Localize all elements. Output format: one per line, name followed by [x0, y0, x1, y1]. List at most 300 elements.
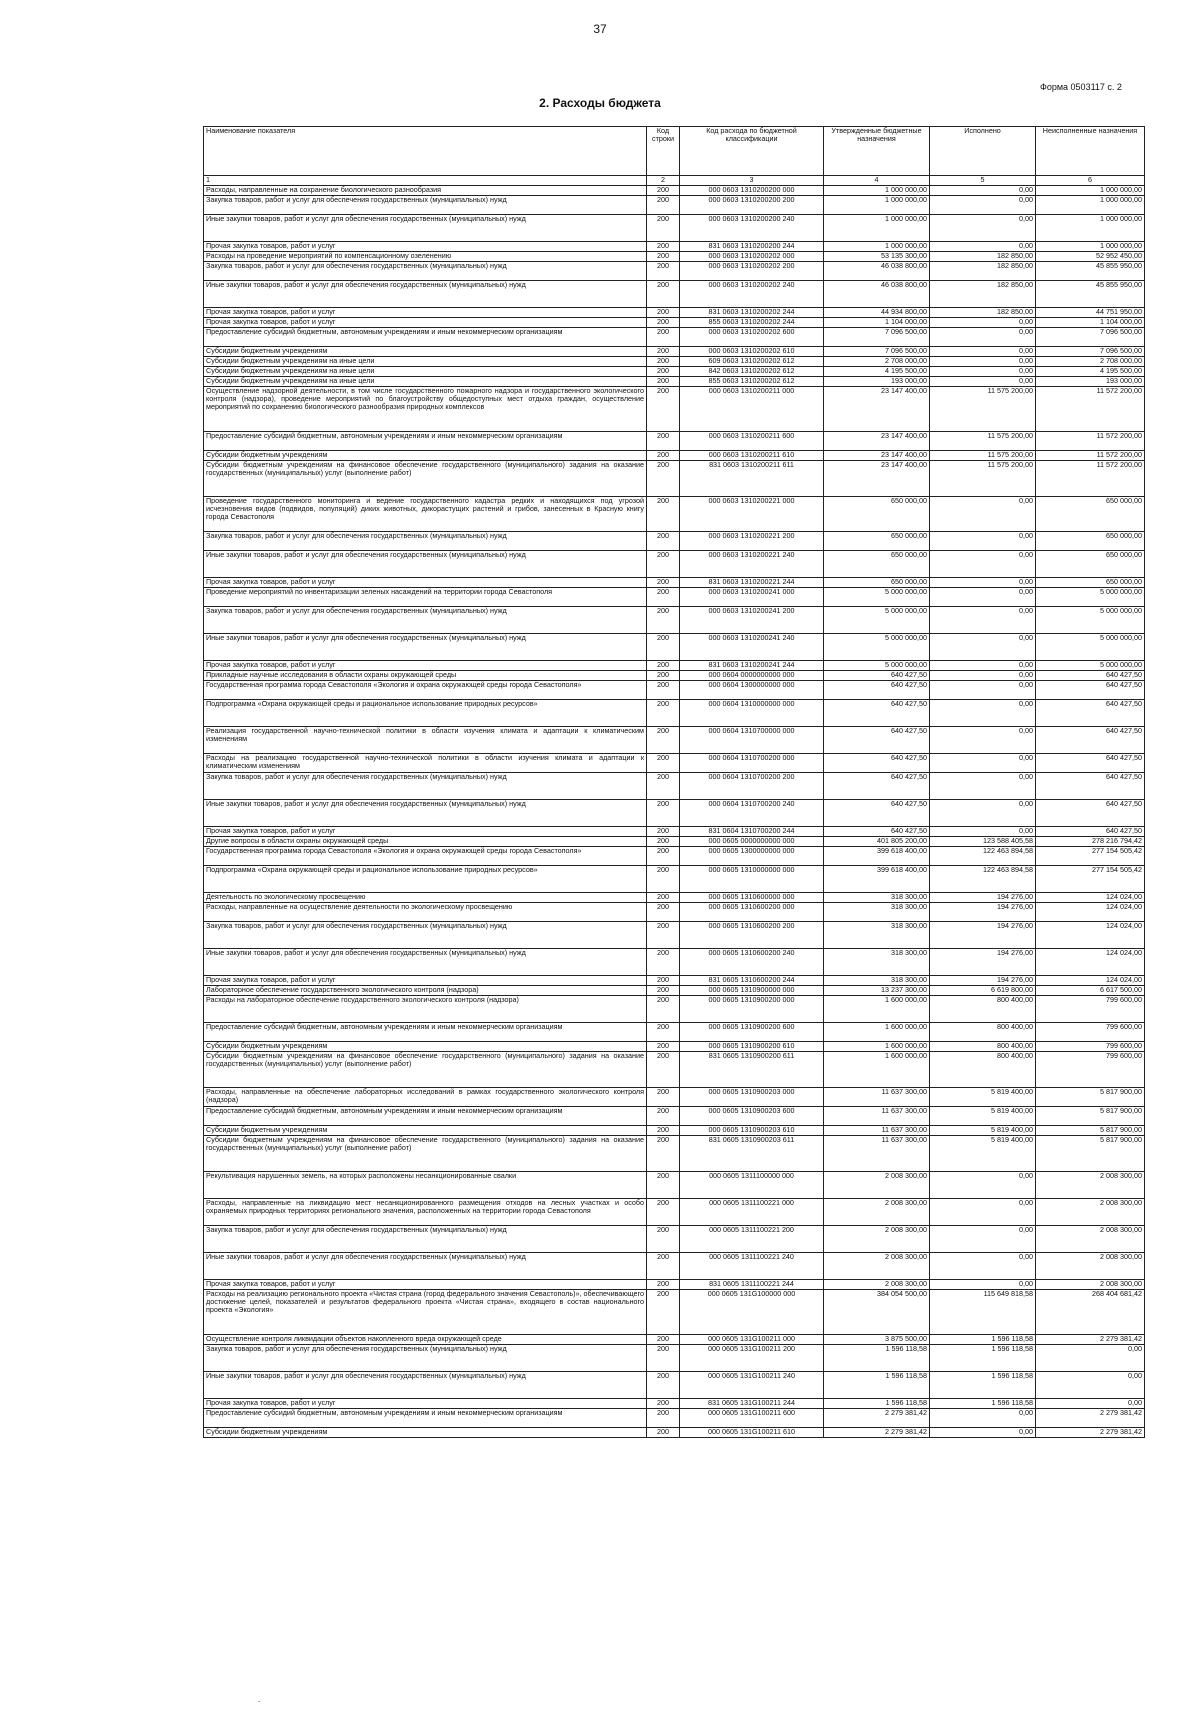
row-expense-code: 000 0604 0000000000 000 [680, 671, 824, 681]
row-unexecuted-amount: 124 024,00 [1036, 949, 1145, 976]
row-expense-code: 000 0603 1310200241 000 [680, 588, 824, 607]
row-approved-amount: 1 000 000,00 [824, 242, 930, 252]
row-executed-amount: 5 819 400,00 [930, 1136, 1036, 1172]
row-name: Субсидии бюджетным учреждениям на финансовое обеспечение государственного (муниципального) задания на оказание государственных (муниципальных) услуг (выполнение работ) [204, 1136, 647, 1172]
row-code: 200 [647, 1428, 680, 1438]
row-expense-code: 000 0605 1310600200 240 [680, 949, 824, 976]
row-code: 200 [647, 1226, 680, 1253]
row-executed-amount: 5 819 400,00 [930, 1126, 1036, 1136]
table-row [204, 196, 1145, 215]
row-approved-amount: 11 637 300,00 [824, 1136, 930, 1172]
row-executed-amount: 182 850,00 [930, 262, 1036, 281]
row-code: 200 [647, 661, 680, 671]
row-approved-amount: 5 000 000,00 [824, 607, 930, 634]
row-expense-code: 000 0605 1311100221 200 [680, 1226, 824, 1253]
row-expense-code: 000 0605 1310900203 000 [680, 1088, 824, 1107]
row-code: 200 [647, 1052, 680, 1088]
document-title: 2. Расходы бюджета [539, 96, 661, 110]
row-unexecuted-amount: 277 154 505,42 [1036, 866, 1145, 893]
row-name: Субсидии бюджетным учреждениям на финансовое обеспечение государственного (муниципального) задания на оказание государственных (муниципальных) услуг (выполнение работ) [204, 461, 647, 497]
row-approved-amount: 318 300,00 [824, 893, 930, 903]
row-unexecuted-amount: 799 600,00 [1036, 1023, 1145, 1042]
row-executed-amount: 182 850,00 [930, 308, 1036, 318]
row-name: Иные закупки товаров, работ и услуг для обеспечения государственных (муниципальных) нужд [204, 634, 647, 661]
row-approved-amount: 44 934 800,00 [824, 308, 930, 318]
form-label: Форма 0503117 с. 2 [1040, 82, 1122, 92]
row-code: 200 [647, 1290, 680, 1335]
table-row [204, 451, 1145, 461]
row-unexecuted-amount: 650 000,00 [1036, 497, 1145, 532]
row-approved-amount: 1 104 000,00 [824, 318, 930, 328]
header-row-code: Код строки [647, 127, 680, 176]
row-name: Субсидии бюджетным учреждениям на иные цели [204, 367, 647, 377]
row-approved-amount: 2 008 300,00 [824, 1253, 930, 1280]
row-expense-code: 000 0604 1310700200 000 [680, 754, 824, 773]
row-approved-amount: 2 008 300,00 [824, 1226, 930, 1253]
row-unexecuted-amount: 0,00 [1036, 1345, 1145, 1372]
table-row [204, 328, 1145, 347]
row-approved-amount: 318 300,00 [824, 976, 930, 986]
table-row [204, 347, 1145, 357]
column-number: 6 [1036, 176, 1145, 186]
row-name: Расходы, направленные на ликвидацию мест несанкционированного размещения отходов на лесных участках и особо охраняемых природных территориях регионального значения, расположенных на территории города Севастополя [204, 1199, 647, 1226]
row-expense-code: 000 0605 1310900200 600 [680, 1023, 824, 1042]
row-executed-amount: 0,00 [930, 681, 1036, 700]
header-executed: Исполнено [930, 127, 1036, 176]
table-row [204, 1107, 1145, 1126]
row-unexecuted-amount: 799 600,00 [1036, 1052, 1145, 1088]
row-name: Прочая закупка товаров, работ и услуг [204, 976, 647, 986]
row-unexecuted-amount: 650 000,00 [1036, 551, 1145, 578]
row-expense-code: 000 0605 1310900200 000 [680, 996, 824, 1023]
table-row [204, 367, 1145, 377]
row-approved-amount: 23 147 400,00 [824, 432, 930, 451]
row-unexecuted-amount: 124 024,00 [1036, 922, 1145, 949]
table-row [204, 1088, 1145, 1107]
table-row [204, 727, 1145, 754]
row-approved-amount: 1 596 118,58 [824, 1372, 930, 1399]
row-approved-amount: 2 008 300,00 [824, 1280, 930, 1290]
table-row [204, 186, 1145, 196]
row-unexecuted-amount: 640 427,50 [1036, 773, 1145, 800]
row-executed-amount: 0,00 [930, 497, 1036, 532]
row-name: Субсидии бюджетным учреждениям [204, 1126, 647, 1136]
table-row [204, 1399, 1145, 1409]
row-unexecuted-amount: 45 855 950,00 [1036, 262, 1145, 281]
row-approved-amount: 2 279 381,42 [824, 1428, 930, 1438]
row-executed-amount: 5 819 400,00 [930, 1107, 1036, 1126]
row-unexecuted-amount: 1 000 000,00 [1036, 242, 1145, 252]
row-expense-code: 000 0603 1310200211 600 [680, 432, 824, 451]
row-approved-amount: 640 427,50 [824, 727, 930, 754]
row-unexecuted-amount: 5 000 000,00 [1036, 661, 1145, 671]
row-name: Иные закупки товаров, работ и услуг для обеспечения государственных (муниципальных) нужд [204, 949, 647, 976]
row-code: 200 [647, 318, 680, 328]
row-unexecuted-amount: 0,00 [1036, 1372, 1145, 1399]
row-unexecuted-amount: 6 617 500,00 [1036, 986, 1145, 996]
row-name: Предоставление субсидий бюджетным, автономным учреждениям и иным некоммерческим организациям [204, 1107, 647, 1126]
row-unexecuted-amount: 2 008 300,00 [1036, 1199, 1145, 1226]
table-row [204, 996, 1145, 1023]
row-code: 200 [647, 996, 680, 1023]
row-code: 200 [647, 1280, 680, 1290]
row-code: 200 [647, 1345, 680, 1372]
row-code: 200 [647, 922, 680, 949]
row-expense-code: 000 0603 1310200221 000 [680, 497, 824, 532]
row-unexecuted-amount: 799 600,00 [1036, 1042, 1145, 1052]
row-executed-amount: 11 575 200,00 [930, 387, 1036, 432]
row-executed-amount: 0,00 [930, 700, 1036, 727]
bottom-mark: . [258, 1695, 261, 1704]
row-executed-amount: 0,00 [930, 1226, 1036, 1253]
row-unexecuted-amount: 7 096 500,00 [1036, 347, 1145, 357]
row-name: Закупка товаров, работ и услуг для обеспечения государственных (муниципальных) нужд [204, 922, 647, 949]
row-name: Предоставление субсидий бюджетным, автономным учреждениям и иным некоммерческим организациям [204, 1409, 647, 1428]
row-executed-amount: 1 596 118,58 [930, 1345, 1036, 1372]
row-expense-code: 831 0603 1310200202 244 [680, 308, 824, 318]
row-expense-code: 000 0605 131G100211 000 [680, 1335, 824, 1345]
table-row [204, 773, 1145, 800]
row-executed-amount: 0,00 [930, 773, 1036, 800]
row-unexecuted-amount: 2 008 300,00 [1036, 1172, 1145, 1199]
row-name: Осуществление контроля ликвидации объектов накопленного вреда окружающей среде [204, 1335, 647, 1345]
row-expense-code: 000 0603 1310200241 200 [680, 607, 824, 634]
row-expense-code: 000 0605 1310600200 200 [680, 922, 824, 949]
row-unexecuted-amount: 7 096 500,00 [1036, 328, 1145, 347]
row-expense-code: 000 0603 1310200200 200 [680, 196, 824, 215]
row-code: 200 [647, 252, 680, 262]
row-expense-code: 000 0605 131G100211 610 [680, 1428, 824, 1438]
row-code: 200 [647, 532, 680, 551]
row-expense-code: 831 0603 1310200211 611 [680, 461, 824, 497]
row-name: Расходы, направленные на обеспечение лабораторных исследований в рамках государственного экологического контроля (надзора) [204, 1088, 647, 1107]
row-code: 200 [647, 1409, 680, 1428]
row-approved-amount: 1 000 000,00 [824, 215, 930, 242]
row-executed-amount: 0,00 [930, 578, 1036, 588]
row-unexecuted-amount: 193 000,00 [1036, 377, 1145, 387]
column-number: 2 [647, 176, 680, 186]
row-name: Государственная программа города Севастополя «Экология и охрана окружающей среды города Севастополя» [204, 681, 647, 700]
table-row [204, 461, 1145, 497]
row-code: 200 [647, 186, 680, 196]
table-row [204, 800, 1145, 827]
row-name: Субсидии бюджетным учреждениям [204, 1042, 647, 1052]
row-unexecuted-amount: 5 817 900,00 [1036, 1107, 1145, 1126]
row-unexecuted-amount: 2 279 381,42 [1036, 1409, 1145, 1428]
row-approved-amount: 640 427,50 [824, 700, 930, 727]
row-approved-amount: 399 618 400,00 [824, 847, 930, 866]
row-executed-amount: 0,00 [930, 827, 1036, 837]
row-unexecuted-amount: 2 708 000,00 [1036, 357, 1145, 367]
table-row [204, 318, 1145, 328]
row-unexecuted-amount: 1 000 000,00 [1036, 196, 1145, 215]
row-unexecuted-amount: 1 000 000,00 [1036, 215, 1145, 242]
row-name: Прочая закупка товаров, работ и услуг [204, 308, 647, 318]
row-name: Предоставление субсидий бюджетным, автономным учреждениям и иным некоммерческим организациям [204, 1023, 647, 1042]
row-executed-amount: 0,00 [930, 242, 1036, 252]
row-executed-amount: 0,00 [930, 1199, 1036, 1226]
row-name: Проведение мероприятий по инвентаризации зеленых насаждений на территории города Севастополя [204, 588, 647, 607]
header-unexecuted: Неисполненные назначения [1036, 127, 1145, 176]
row-unexecuted-amount: 2 279 381,42 [1036, 1428, 1145, 1438]
column-number: 5 [930, 176, 1036, 186]
row-unexecuted-amount: 52 952 450,00 [1036, 252, 1145, 262]
row-unexecuted-amount: 799 600,00 [1036, 996, 1145, 1023]
table-row [204, 903, 1145, 922]
row-unexecuted-amount: 2 008 300,00 [1036, 1226, 1145, 1253]
row-approved-amount: 11 637 300,00 [824, 1088, 930, 1107]
row-unexecuted-amount: 640 427,50 [1036, 727, 1145, 754]
row-executed-amount: 0,00 [930, 671, 1036, 681]
column-number: 1 [204, 176, 647, 186]
row-code: 200 [647, 837, 680, 847]
row-approved-amount: 399 618 400,00 [824, 866, 930, 893]
row-code: 200 [647, 347, 680, 357]
row-approved-amount: 4 195 500,00 [824, 367, 930, 377]
row-approved-amount: 2 008 300,00 [824, 1199, 930, 1226]
row-name: Проведение государственного мониторинга и ведение государственного кадастра редких и находящихся под угрозой исчезновения видов (подвидов, популяций) диких животных, дикорастущих растений и грибов, занесенных в Красную книгу города Севастополя [204, 497, 647, 532]
row-unexecuted-amount: 2 008 300,00 [1036, 1253, 1145, 1280]
row-approved-amount: 23 147 400,00 [824, 387, 930, 432]
row-executed-amount: 0,00 [930, 328, 1036, 347]
row-code: 200 [647, 847, 680, 866]
table-row [204, 671, 1145, 681]
table-row [204, 607, 1145, 634]
row-approved-amount: 640 427,50 [824, 754, 930, 773]
page-number: 37 [593, 22, 607, 36]
row-name: Расходы на проведение мероприятий по компенсационному озеленению [204, 252, 647, 262]
row-expense-code: 000 0604 1310000000 000 [680, 700, 824, 727]
row-approved-amount: 11 637 300,00 [824, 1107, 930, 1126]
row-name: Прочая закупка товаров, работ и услуг [204, 827, 647, 837]
row-expense-code: 831 0603 1310200241 244 [680, 661, 824, 671]
row-approved-amount: 5 000 000,00 [824, 588, 930, 607]
row-executed-amount: 0,00 [930, 377, 1036, 387]
row-approved-amount: 1 600 000,00 [824, 996, 930, 1023]
row-name: Расходы, направленные на сохранение биологического разнообразия [204, 186, 647, 196]
row-name: Иные закупки товаров, работ и услуг для обеспечения государственных (муниципальных) нужд [204, 281, 647, 308]
row-unexecuted-amount: 11 572 200,00 [1036, 461, 1145, 497]
row-name: Подпрограмма «Охрана окружающей среды и рациональное использование природных ресурсов» [204, 866, 647, 893]
row-unexecuted-amount: 124 024,00 [1036, 893, 1145, 903]
row-executed-amount: 0,00 [930, 357, 1036, 367]
row-name: Иные закупки товаров, работ и услуг для обеспечения государственных (муниципальных) нужд [204, 1372, 647, 1399]
row-approved-amount: 650 000,00 [824, 497, 930, 532]
row-unexecuted-amount: 45 855 950,00 [1036, 281, 1145, 308]
row-executed-amount: 115 649 818,58 [930, 1290, 1036, 1335]
row-name: Субсидии бюджетным учреждениям [204, 347, 647, 357]
table-row [204, 976, 1145, 986]
row-unexecuted-amount: 640 427,50 [1036, 700, 1145, 727]
table-row [204, 847, 1145, 866]
row-executed-amount: 0,00 [930, 634, 1036, 661]
table-row [204, 661, 1145, 671]
table-row [204, 837, 1145, 847]
row-expense-code: 000 0605 1311100221 000 [680, 1199, 824, 1226]
row-executed-amount: 11 575 200,00 [930, 432, 1036, 451]
row-name: Иные закупки товаров, работ и услуг для обеспечения государственных (муниципальных) нужд [204, 551, 647, 578]
row-unexecuted-amount: 5 817 900,00 [1036, 1126, 1145, 1136]
row-executed-amount: 0,00 [930, 754, 1036, 773]
row-code: 200 [647, 1107, 680, 1126]
row-executed-amount: 0,00 [930, 661, 1036, 671]
row-expense-code: 000 0605 131G100000 000 [680, 1290, 824, 1335]
row-code: 200 [647, 800, 680, 827]
row-name: Лабораторное обеспечение государственного экологического контроля (надзора) [204, 986, 647, 996]
row-name: Расходы на реализацию государственной научно-технической политики в области изучения климата и адаптации к климатическим изменениям [204, 754, 647, 773]
row-unexecuted-amount: 124 024,00 [1036, 976, 1145, 986]
row-expense-code: 000 0603 1310200202 200 [680, 262, 824, 281]
row-name: Расходы, направленные на осуществление деятельности по экологическому просвещению [204, 903, 647, 922]
row-unexecuted-amount: 5 817 900,00 [1036, 1088, 1145, 1107]
row-name: Субсидии бюджетным учреждениям [204, 1428, 647, 1438]
row-approved-amount: 7 096 500,00 [824, 328, 930, 347]
row-unexecuted-amount: 0,00 [1036, 1399, 1145, 1409]
row-unexecuted-amount: 278 216 794,42 [1036, 837, 1145, 847]
row-executed-amount: 122 463 894,58 [930, 847, 1036, 866]
row-expense-code: 000 0605 1300000000 000 [680, 847, 824, 866]
row-approved-amount: 640 427,50 [824, 827, 930, 837]
table-column-numbers [204, 176, 1145, 186]
row-code: 200 [647, 367, 680, 377]
row-code: 200 [647, 432, 680, 451]
row-unexecuted-amount: 640 427,50 [1036, 671, 1145, 681]
row-approved-amount: 1 600 000,00 [824, 1042, 930, 1052]
row-name: Предоставление субсидий бюджетным, автономным учреждениям и иным некоммерческим организациям [204, 432, 647, 451]
row-code: 200 [647, 242, 680, 252]
row-executed-amount: 0,00 [930, 318, 1036, 328]
row-unexecuted-amount: 650 000,00 [1036, 532, 1145, 551]
row-name: Закупка товаров, работ и услуг для обеспечения государственных (муниципальных) нужд [204, 1226, 647, 1253]
row-approved-amount: 46 038 800,00 [824, 281, 930, 308]
row-approved-amount: 640 427,50 [824, 773, 930, 800]
row-expense-code: 000 0603 1310200221 200 [680, 532, 824, 551]
row-executed-amount: 11 575 200,00 [930, 461, 1036, 497]
row-code: 200 [647, 387, 680, 432]
row-executed-amount: 11 575 200,00 [930, 451, 1036, 461]
row-name: Расходы на лабораторное обеспечение государственного экологического контроля (надзора) [204, 996, 647, 1023]
row-executed-amount: 5 819 400,00 [930, 1088, 1036, 1107]
row-name: Предоставление субсидий бюджетным, автономным учреждениям и иным некоммерческим организациям [204, 328, 647, 347]
row-code: 200 [647, 903, 680, 922]
row-expense-code: 831 0603 1310200221 244 [680, 578, 824, 588]
table-row [204, 1345, 1145, 1372]
row-code: 200 [647, 588, 680, 607]
row-name: Осуществление надзорной деятельности, в том числе государственного пожарного надзора и государственного экологического контроля (надзора), проведение мероприятий по благоустройству общедоступных мест отдыха граждан, осуществление мероприятий по сохранению биологического разнообразия природных комплексов [204, 387, 647, 432]
row-executed-amount: 194 276,00 [930, 922, 1036, 949]
row-code: 200 [647, 281, 680, 308]
row-name: Субсидии бюджетным учреждениям на иные цели [204, 357, 647, 367]
row-unexecuted-amount: 277 154 505,42 [1036, 847, 1145, 866]
row-code: 200 [647, 1088, 680, 1107]
row-expense-code: 000 0603 1310200211 000 [680, 387, 824, 432]
row-expense-code: 000 0605 1310900200 610 [680, 1042, 824, 1052]
row-name: Другие вопросы в области охраны окружающей среды [204, 837, 647, 847]
row-approved-amount: 2 008 300,00 [824, 1172, 930, 1199]
row-name: Закупка товаров, работ и услуг для обеспечения государственных (муниципальных) нужд [204, 607, 647, 634]
row-approved-amount: 1 000 000,00 [824, 196, 930, 215]
row-approved-amount: 13 237 300,00 [824, 986, 930, 996]
row-code: 200 [647, 1042, 680, 1052]
table-row [204, 432, 1145, 451]
row-code: 200 [647, 308, 680, 318]
row-approved-amount: 318 300,00 [824, 922, 930, 949]
row-name: Деятельность по экологическому просвещению [204, 893, 647, 903]
row-expense-code: 831 0604 1310700200 244 [680, 827, 824, 837]
row-code: 200 [647, 262, 680, 281]
row-executed-amount: 0,00 [930, 347, 1036, 357]
table-row [204, 681, 1145, 700]
row-name: Субсидии бюджетным учреждениям [204, 451, 647, 461]
row-approved-amount: 7 096 500,00 [824, 347, 930, 357]
row-approved-amount: 193 000,00 [824, 377, 930, 387]
row-expense-code: 609 0603 1310200202 612 [680, 357, 824, 367]
row-code: 200 [647, 578, 680, 588]
row-expense-code: 831 0605 1310900200 611 [680, 1052, 824, 1088]
row-executed-amount: 0,00 [930, 186, 1036, 196]
row-name: Закупка товаров, работ и услуг для обеспечения государственных (муниципальных) нужд [204, 196, 647, 215]
row-executed-amount: 182 850,00 [930, 281, 1036, 308]
row-approved-amount: 1 596 118,58 [824, 1345, 930, 1372]
row-expense-code: 855 0603 1310200202 244 [680, 318, 824, 328]
table-row [204, 986, 1145, 996]
row-unexecuted-amount: 5 817 900,00 [1036, 1136, 1145, 1172]
row-executed-amount: 0,00 [930, 551, 1036, 578]
column-number: 4 [824, 176, 930, 186]
table-row [204, 1023, 1145, 1042]
row-unexecuted-amount: 5 000 000,00 [1036, 588, 1145, 607]
row-name: Иные закупки товаров, работ и услуг для обеспечения государственных (муниципальных) нужд [204, 800, 647, 827]
row-approved-amount: 650 000,00 [824, 578, 930, 588]
row-name: Закупка товаров, работ и услуг для обеспечения государственных (муниципальных) нужд [204, 1345, 647, 1372]
row-name: Расходы на реализацию регионального проекта «Чистая страна (город федерального значения Севастополь)», обеспечивающего достижение целей, показателей и результатов федерального проекта «Чистая страна», входящего в состав национального проекта «Экология» [204, 1290, 647, 1335]
row-unexecuted-amount: 11 572 200,00 [1036, 387, 1145, 432]
row-executed-amount: 800 400,00 [930, 996, 1036, 1023]
table-row [204, 1372, 1145, 1399]
row-unexecuted-amount: 2 008 300,00 [1036, 1280, 1145, 1290]
row-expense-code: 831 0603 1310200200 244 [680, 242, 824, 252]
table-row [204, 700, 1145, 727]
table-row [204, 497, 1145, 532]
table-row [204, 215, 1145, 242]
row-unexecuted-amount: 11 572 200,00 [1036, 432, 1145, 451]
row-expense-code: 000 0604 1310700200 200 [680, 773, 824, 800]
table-row [204, 1042, 1145, 1052]
row-approved-amount: 1 596 118,58 [824, 1399, 930, 1409]
row-unexecuted-amount: 640 427,50 [1036, 681, 1145, 700]
row-executed-amount: 0,00 [930, 727, 1036, 754]
row-approved-amount: 640 427,50 [824, 800, 930, 827]
row-code: 200 [647, 681, 680, 700]
row-name: Рекультивация нарушенных земель, на которых расположены несанкционированные свалки [204, 1172, 647, 1199]
table-row [204, 1409, 1145, 1428]
table-row [204, 1199, 1145, 1226]
row-executed-amount: 1 596 118,58 [930, 1335, 1036, 1345]
row-code: 200 [647, 196, 680, 215]
row-name: Подпрограмма «Охрана окружающей среды и рациональное использование природных ресурсов» [204, 700, 647, 727]
table-row [204, 1172, 1145, 1199]
row-approved-amount: 2 279 381,42 [824, 1409, 930, 1428]
row-expense-code: 831 0605 1310600200 244 [680, 976, 824, 986]
row-approved-amount: 1 600 000,00 [824, 1023, 930, 1042]
column-number: 3 [680, 176, 824, 186]
row-expense-code: 855 0603 1310200202 612 [680, 377, 824, 387]
row-unexecuted-amount: 124 024,00 [1036, 903, 1145, 922]
table-row [204, 949, 1145, 976]
row-executed-amount: 194 276,00 [930, 976, 1036, 986]
row-approved-amount: 53 135 300,00 [824, 252, 930, 262]
row-expense-code: 000 0604 1310700200 240 [680, 800, 824, 827]
